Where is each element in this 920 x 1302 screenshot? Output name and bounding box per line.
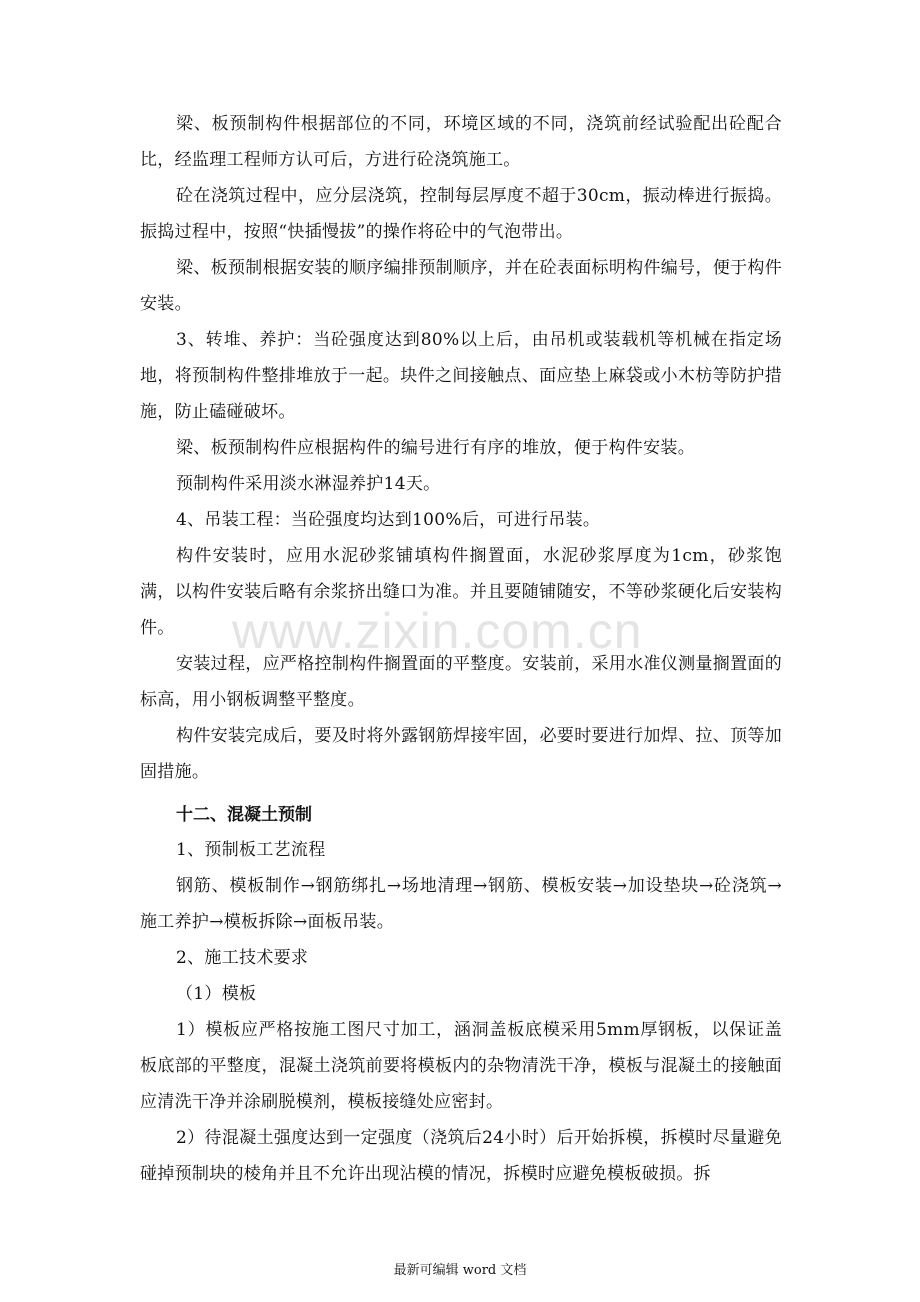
- subsection-title: （1）模板: [176, 984, 257, 1004]
- paragraph: 2）待混凝土强度达到一定强度（浇筑后24小时）后开始拆模，拆模时尽量避免碰掉预制块的棱角并且不允许出现沾模的情况，拆模时应避免模板破损。拆: [140, 1128, 782, 1184]
- process-flow-paragraph: 钢筋、模板制作→钢筋绑扎→场地清理→钢筋、模板安装→加设垫块→砼浇筑→施工养护→模板拆除→面板吊装。: [140, 876, 782, 932]
- paragraph: 梁、板预制构件应根据构件的编号进行有序的堆放，便于构件安装。: [176, 438, 695, 458]
- paragraph: 构件安装时，应用水泥砂浆铺填构件搁置面，水泥砂浆厚度为1cm，砂浆饱满，以构件安装后略有余浆挤出缝口为准。并且要随铺随安，不等砂浆硬化后安装构件。: [140, 546, 782, 638]
- paragraph: 梁、板预制构件根据部位的不同，环境区域的不同，浇筑前经试验配出砼配合比，经监理工程师方认可后，方进行砼浇筑施工。: [140, 114, 782, 170]
- paragraph: 1）模板应严格按施工图尺寸加工，涵洞盖板底模采用5mm厚钢板，以保证盖板底部的平整度，混凝土浇筑前要将模板内的杂物清洗干净，模板与混凝土的接触面应清洗干净并涂刷脱模剂，模板接缝处应密封。: [140, 1020, 782, 1112]
- paragraph: 4、吊装工程：当砼强度均达到100%后，可进行吊装。: [176, 510, 601, 530]
- paragraph: 安装过程，应严格控制构件搁置面的平整度。安装前，采用水准仪测量搁置面的标高，用小钢板调整平整度。: [140, 654, 782, 710]
- watermark: www.zixin.com.cn: [232, 603, 643, 659]
- paragraph: 砼在浇筑过程中，应分层浇筑，控制每层厚度不超于30cm，振动棒进行振捣。振捣过程中，按照“快插慢拔”的操作将砼中的气泡带出。: [140, 186, 782, 242]
- section-heading: 十二、混凝土预制: [176, 805, 312, 825]
- document-body: [140, 106, 782, 1192]
- paragraph: 预制构件采用淡水淋湿养护14天。: [176, 474, 441, 494]
- paragraph: 梁、板预制根据安装的顺序编排预制顺序，并在砼表面标明构件编号，便于构件安装。: [140, 258, 782, 314]
- page-footer: 最新可编辑 word 文档: [393, 1263, 527, 1278]
- paragraph: 3、转堆、养护：当砼强度达到80%以上后，由吊机或装载机等机械在指定场地，将预制构件整排堆放于一起。块件之间接触点、面应垫上麻袋或小木枋等防护措施，防止磕碰破坏。: [140, 330, 782, 422]
- subsection-title: 1、预制板工艺流程: [176, 840, 326, 860]
- paragraph: 构件安装完成后，要及时将外露钢筋焊接牢固，必要时要进行加焊、拉、顶等加固措施。: [140, 726, 782, 782]
- subsection-title: 2、施工技术要求: [176, 948, 309, 968]
